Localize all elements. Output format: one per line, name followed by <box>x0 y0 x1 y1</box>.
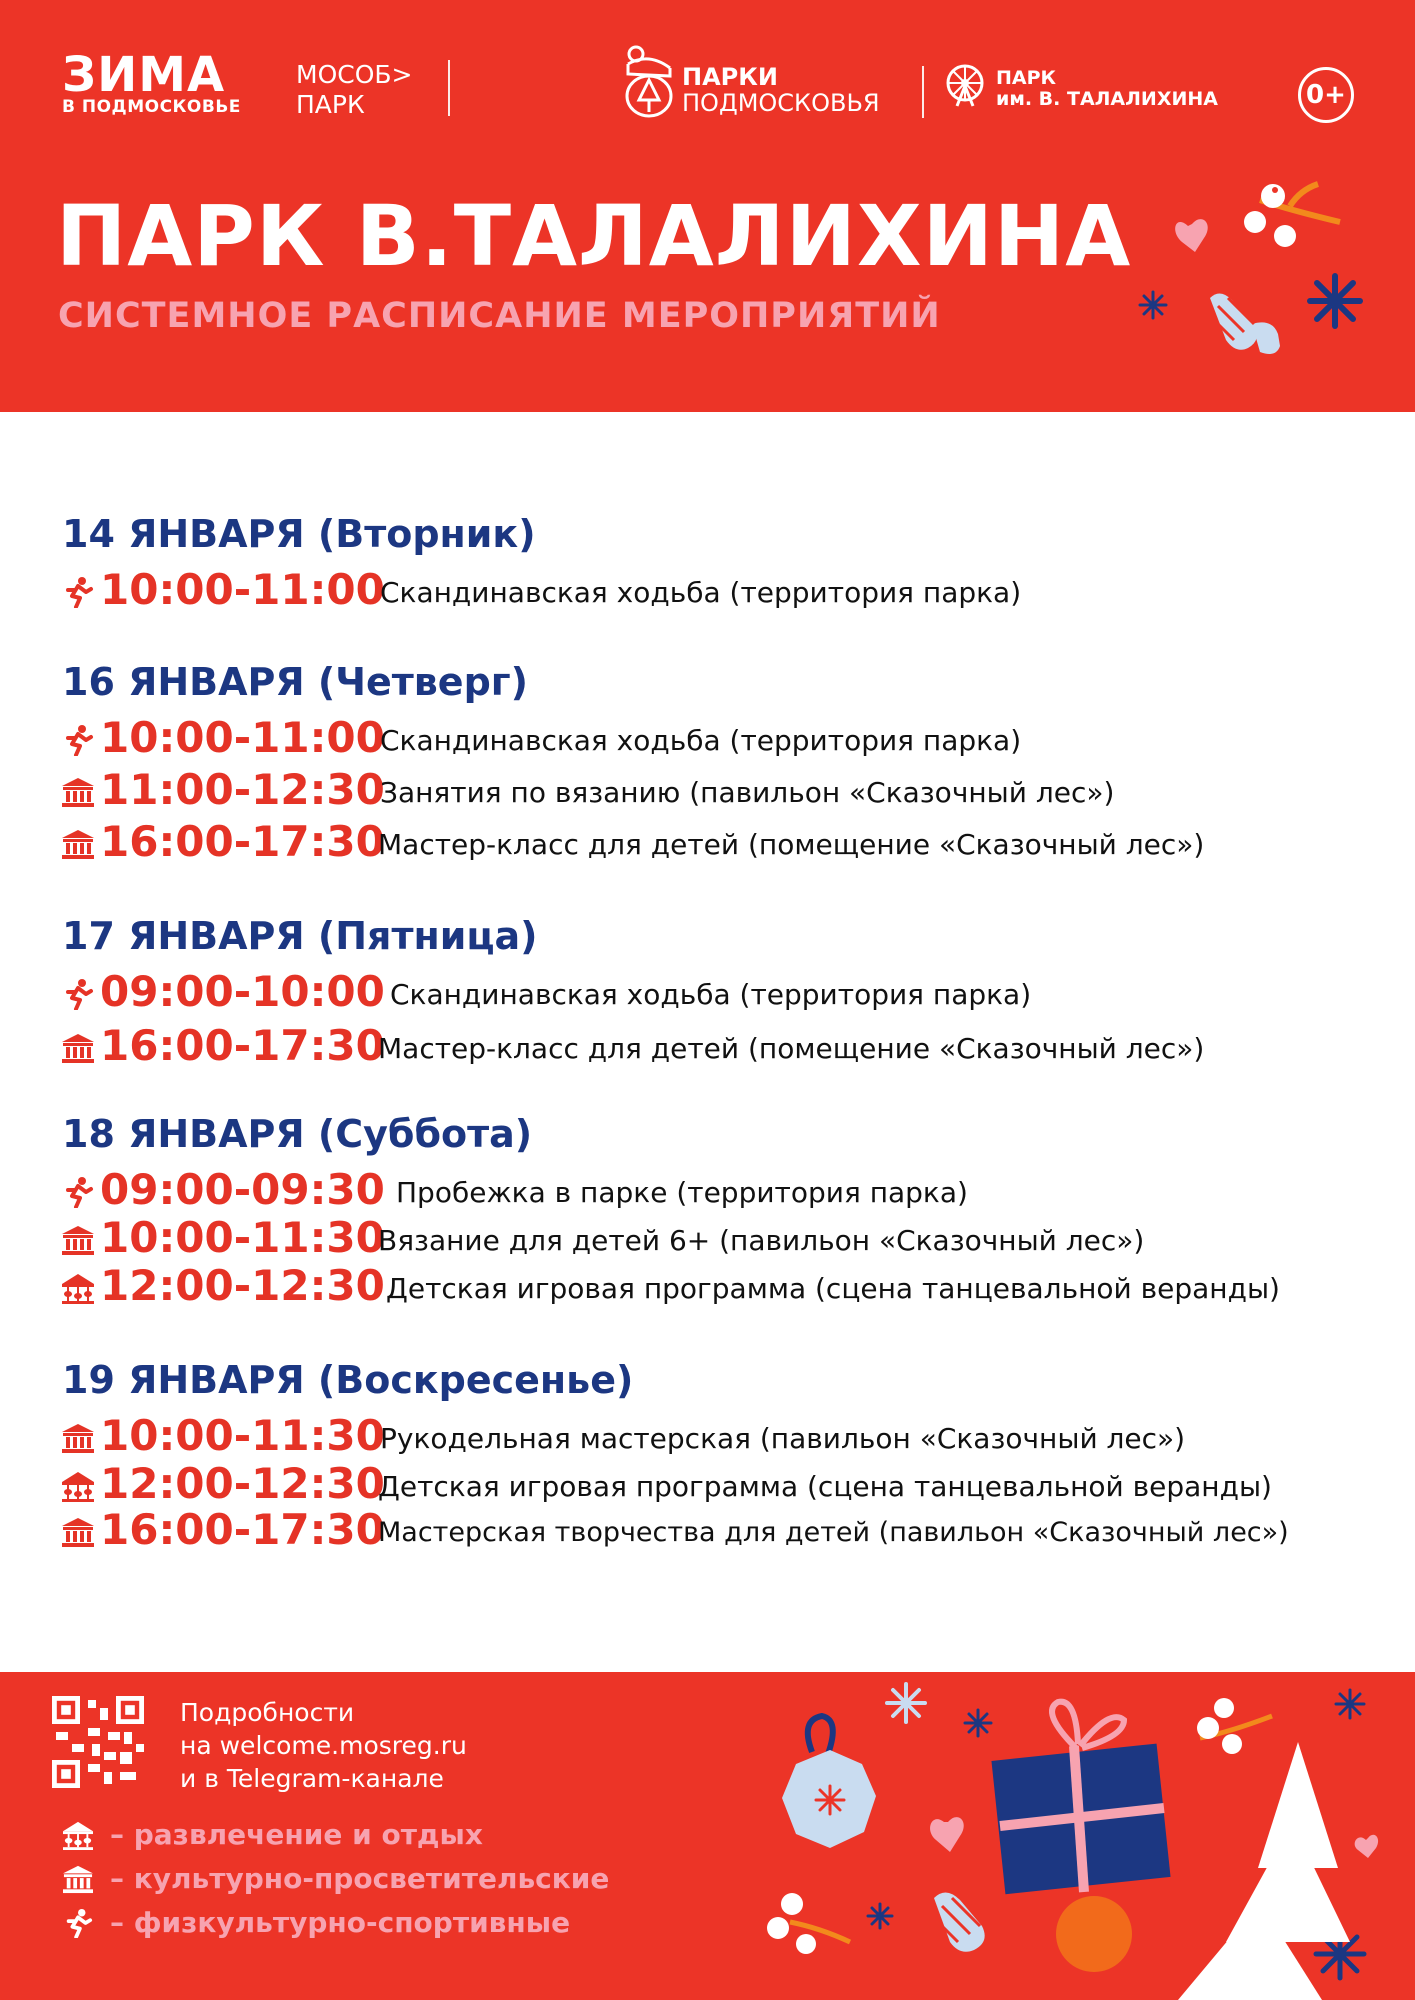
event-time: 12:00-12:30 <box>100 1459 385 1508</box>
zima-logo-text: ЗИМА <box>62 47 226 103</box>
carousel-icon <box>60 1470 96 1502</box>
legend-text: – развлечение и отдых <box>110 1818 483 1851</box>
page-title: ПАРК В.ТАЛАЛИХИНА <box>56 187 1132 285</box>
gift-box-icon <box>991 1702 1170 1895</box>
mitten-icon <box>934 1892 985 1951</box>
museum-icon <box>60 828 96 860</box>
talalikhin-logo-line2: им. В. ТАЛАЛИХИНА <box>996 88 1218 110</box>
details-line: и в Telegram-канале <box>180 1764 444 1793</box>
day-heading: 17 ЯНВАРЯ (Пятница) <box>62 914 538 958</box>
day-heading: 19 ЯНВАРЯ (Воскресенье) <box>62 1358 634 1402</box>
event-time: 10:00-11:30 <box>100 1411 385 1460</box>
snowflake-icon <box>887 1684 925 1722</box>
heart-icon <box>930 1817 964 1852</box>
snowflake-icon <box>1336 1690 1364 1718</box>
header-banner <box>0 0 1415 412</box>
runner-icon <box>60 978 96 1010</box>
details-text <box>180 1696 467 1795</box>
event-description: Скандинавская ходьба (территория парка) <box>390 978 1032 1011</box>
winter-decoration <box>0 0 1415 412</box>
details-line: Подробности <box>180 1698 355 1727</box>
day-heading: 16 ЯНВАРЯ (Четверг) <box>62 660 529 704</box>
snowflake-icon <box>1310 276 1360 326</box>
parki-logo-line1: ПАРКИ <box>682 63 778 91</box>
museum-icon <box>58 1864 98 1894</box>
event-time: 09:00-09:30 <box>100 1165 385 1214</box>
mitten-icon <box>1210 293 1280 354</box>
museum-icon <box>60 1224 96 1256</box>
event-description: Рукодельная мастерская (павильон «Сказочный лес») <box>380 1422 1186 1455</box>
event-description: Скандинавская ходьба (территория парка) <box>380 576 1022 609</box>
day-heading: 18 ЯНВАРЯ (Суббота) <box>62 1112 533 1156</box>
event-time: 12:00-12:30 <box>100 1261 385 1310</box>
age-rating-badge: 0+ <box>1298 67 1354 123</box>
event-time: 09:00-10:00 <box>100 967 385 1016</box>
heart-icon <box>1175 219 1208 252</box>
berry-branch-icon <box>767 1893 850 1954</box>
day-heading: 14 ЯНВАРЯ (Вторник) <box>62 512 536 556</box>
event-description: Скандинавская ходьба (территория парка) <box>380 724 1022 757</box>
event-description: Пробежка в парке (территория парка) <box>396 1176 968 1209</box>
berry-branch-icon <box>1244 184 1340 247</box>
qr-code[interactable] <box>52 1696 144 1788</box>
event-time: 10:00-11:00 <box>100 565 385 614</box>
museum-icon <box>60 776 96 808</box>
page-subtitle: СИСТЕМНОЕ РАСПИСАНИЕ МЕРОПРИЯТИЙ <box>58 296 941 336</box>
christmas-tree-icon <box>1178 1742 1350 2000</box>
runner-icon <box>60 724 96 756</box>
runner-icon <box>60 1176 96 1208</box>
museum-icon <box>60 1516 96 1548</box>
runner-icon <box>60 576 96 608</box>
snowflake-icon <box>965 1710 991 1736</box>
event-time: 16:00-17:30 <box>100 1021 385 1070</box>
footer-banner <box>0 1672 1415 2000</box>
event-description: Мастер-класс для детей (помещение «Сказочный лес») <box>378 828 1205 861</box>
event-description: Занятия по вязанию (павильон «Сказочный лес») <box>380 776 1115 809</box>
heart-icon <box>1355 1835 1378 1858</box>
legend-text: – физкультурно-спортивные <box>110 1906 571 1939</box>
snowflake-icon <box>868 1904 892 1928</box>
event-description: Мастерская творчества для детей (павильон «Сказочный лес») <box>378 1517 1289 1548</box>
event-time: 11:00-12:30 <box>100 765 385 814</box>
event-description: Детская игровая программа (сцена танцевальной веранды) <box>386 1272 1280 1305</box>
museum-icon <box>60 1422 96 1454</box>
talalikhin-logo-line1: ПАРК <box>996 67 1057 89</box>
snowflake-icon <box>1140 292 1166 318</box>
event-description: Детская игровая программа (сцена танцевальной веранды) <box>378 1470 1272 1503</box>
legend-text: – культурно-просветительские <box>110 1862 610 1895</box>
carousel-icon <box>60 1272 96 1304</box>
orange-icon <box>1056 1896 1132 1972</box>
berry-branch-icon <box>1197 1698 1272 1754</box>
details-link[interactable]: на welcome.mosreg.ru <box>180 1731 467 1760</box>
zima-logo-subtext: В ПОДМОСКОВЬЕ <box>62 97 241 117</box>
mosobpark-logo-line1: МОСОБ> <box>296 60 413 89</box>
museum-icon <box>60 1032 96 1064</box>
parki-logo-line2: ПОДМОСКОВЬЯ <box>682 89 880 117</box>
event-time: 16:00-17:30 <box>100 817 385 866</box>
runner-icon <box>58 1908 98 1938</box>
event-time: 10:00-11:00 <box>100 713 385 762</box>
event-time: 16:00-17:30 <box>100 1505 385 1554</box>
mosobpark-logo-line2: ПАРК <box>296 90 365 119</box>
event-time: 10:00-11:30 <box>100 1213 385 1262</box>
ornament-icon <box>782 1716 876 1848</box>
event-description: Мастер-класс для детей (помещение «Сказочный лес») <box>378 1032 1205 1065</box>
event-description: Вязание для детей 6+ (павильон «Сказочный лес») <box>378 1224 1145 1257</box>
carousel-icon <box>58 1820 98 1850</box>
